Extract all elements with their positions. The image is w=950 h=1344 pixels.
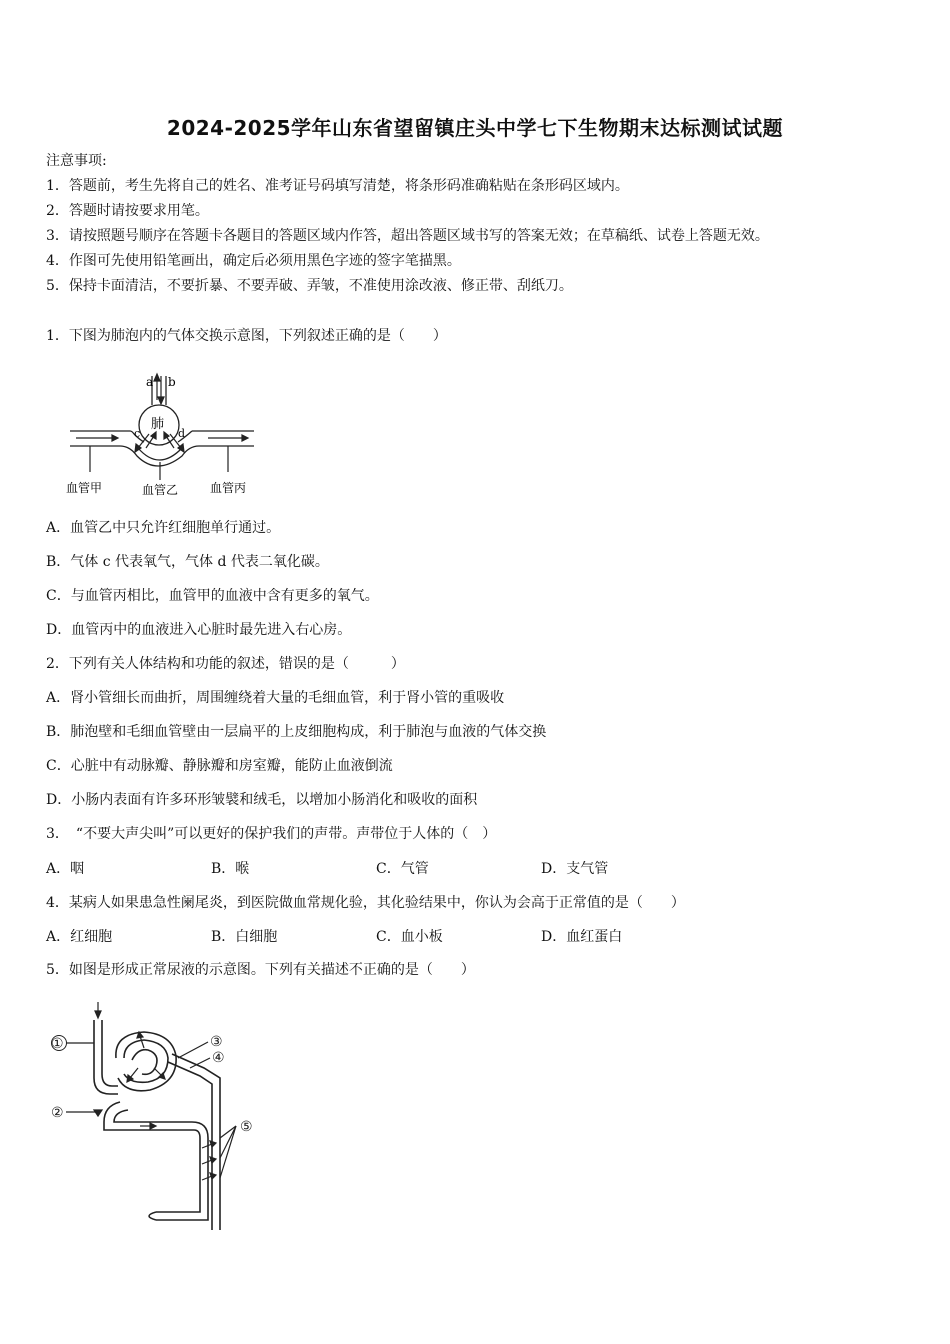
label-vessel-yi: 血管乙	[142, 483, 179, 497]
label-4: ④	[212, 1050, 225, 1066]
label-1: ①	[51, 1036, 64, 1052]
label-b: b	[168, 375, 176, 389]
question-2-stem: 2．下列有关人体结构和功能的叙述，错误的是（ ）	[46, 656, 405, 672]
nephron-urine-formation-diagram	[44, 998, 274, 1234]
q2-option-a: A．肾小管细长而曲折，周围缠绕着大量的毛细血管，利于肾小管的重吸收	[46, 690, 505, 706]
q3-option-c: C．气管	[376, 861, 429, 877]
notice-item: 3．请按照题号顺序在答题卡各题目的答题区域内作答，超出答题区域书写的答案无效；在草稿纸、试卷上答题无效。	[46, 228, 769, 244]
page-title: 2024-2025学年山东省望留镇庄头中学七下生物期末达标测试试题	[166, 116, 784, 140]
q4-option-c: C．血小板	[376, 929, 443, 945]
q2-option-c: C．心脏中有动脉瓣、静脉瓣和房室瓣，能防止血液倒流	[46, 758, 393, 774]
q1-option-d: D．血管丙中的血液进入心脏时最先进入右心房。	[46, 622, 352, 638]
notice-heading: 注意事项:	[46, 153, 107, 169]
label-vessel-bing: 血管丙	[210, 481, 247, 495]
q2-option-b: B．肺泡壁和毛细血管壁由一层扁平的上皮细胞构成，利于肺泡与血液的气体交换	[46, 724, 547, 740]
question-3-stem: 3． “不要大声尖叫”可以更好的保护我们的声带。声带位于人体的（ ）	[46, 826, 497, 842]
label-vessel-jia: 血管甲	[66, 481, 103, 495]
alveolus-gas-exchange-diagram	[62, 368, 262, 500]
q4-option-d: D．血红蛋白	[541, 929, 623, 945]
label-lung: 肺	[151, 417, 165, 432]
q4-option-b: B．白细胞	[211, 929, 278, 945]
q2-option-d: D．小肠内表面有许多环形皱襞和绒毛，以增加小肠消化和吸收的面积	[46, 792, 478, 808]
q3-option-b: B．喉	[211, 861, 250, 877]
notice-item: 5．保持卡面清洁，不要折暴、不要弄破、弄皱，不准使用涂改液、修正带、刮纸刀。	[46, 278, 573, 294]
q1-option-a: A．血管乙中只允许红细胞单行通过。	[46, 520, 281, 536]
q4-option-a: A．红细胞	[46, 929, 113, 945]
notice-item: 1．答题前，考生先将自己的姓名、准考证号码填写清楚，将条形码准确粘贴在条形码区域内。	[46, 178, 629, 194]
q3-option-a: A．咽	[46, 861, 85, 877]
label-c: c	[134, 427, 141, 440]
q3-option-d: D．支气管	[541, 861, 609, 877]
q1-option-c: C．与血管丙相比，血管甲的血液中含有更多的氧气。	[46, 588, 379, 604]
question-4-stem: 4．某病人如果患急性阑尾炎，到医院做血常规化验，其化验结果中，你认为会高于正常值的是（ ）	[46, 895, 685, 911]
notice-item: 2．答题时请按要求用笔。	[46, 203, 209, 219]
label-2: ②	[51, 1105, 64, 1121]
q3-options	[46, 860, 706, 878]
label-3: ③	[210, 1034, 223, 1050]
label-5: ⑤	[240, 1119, 253, 1135]
label-a: a	[146, 375, 154, 389]
q4-options	[46, 928, 706, 946]
q1-option-b: B．气体 c 代表氧气，气体 d 代表二氧化碳。	[46, 554, 329, 570]
question-5-stem: 5．如图是形成正常尿液的示意图。下列有关描述不正确的是（ ）	[46, 962, 475, 978]
label-d: d	[178, 427, 186, 440]
notice-item: 4．作图可先使用铅笔画出，确定后必须用黑色字迹的签字笔描黑。	[46, 253, 461, 269]
question-1-stem: 1．下图为肺泡内的气体交换示意图，下列叙述正确的是（ ）	[46, 328, 447, 344]
